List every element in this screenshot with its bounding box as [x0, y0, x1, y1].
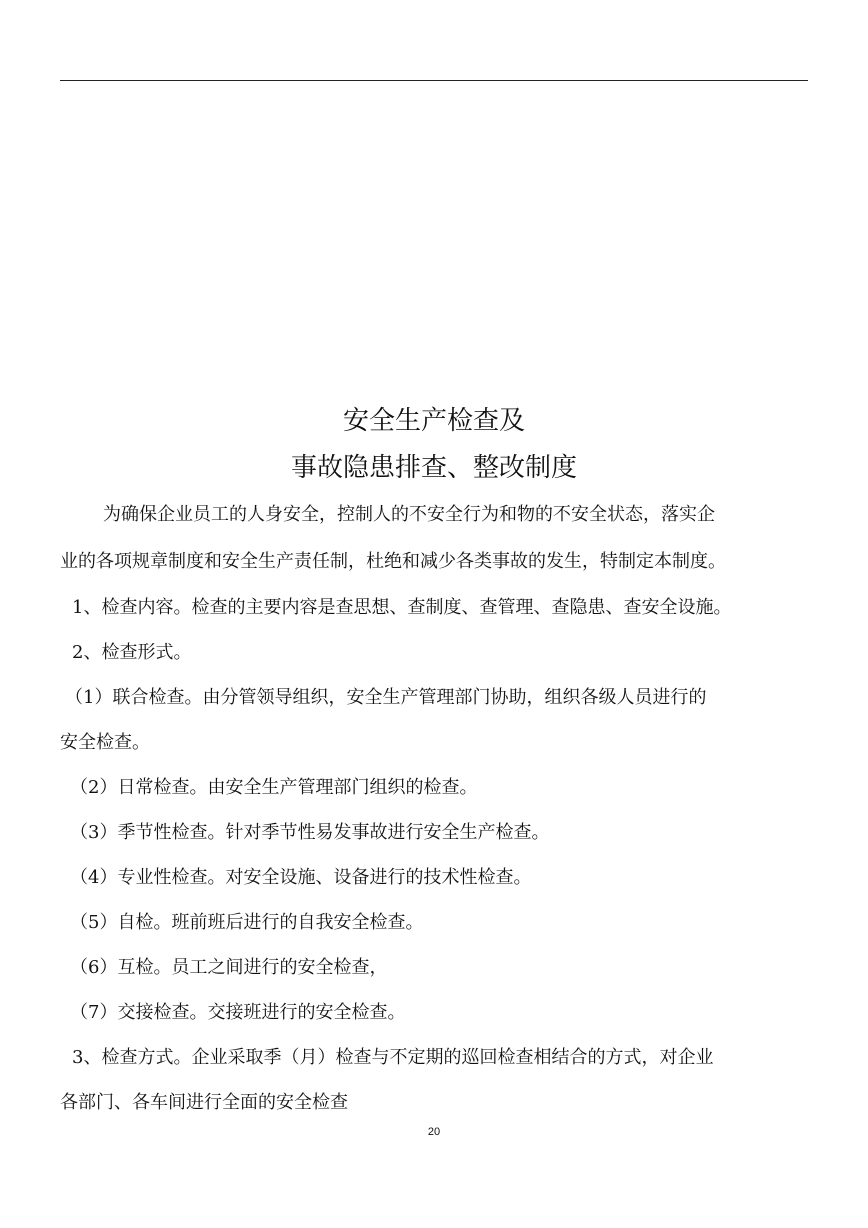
form-4-professional-inspection: （4）专业性检查。对安全设施、设备进行的技术性检查。 [70, 867, 532, 888]
form-1-joint-inspection-line-1: （1）联合检查。由分管领导组织，安全生产管理部门协助，组织各级人员进行的 [65, 687, 707, 708]
section-3-inspection-method-line-1: 3、检查方式。企业采取季（月）检查与不定期的巡回检查相结合的方式，对企业 [72, 1047, 714, 1068]
section-3-inspection-method-line-2: 各部门、各车间进行全面的安全检查 [60, 1092, 348, 1113]
form-2-daily-inspection: （2）日常检查。由安全生产管理部门组织的检查。 [70, 777, 478, 798]
form-1-joint-inspection-line-2: 安全检查。 [60, 732, 150, 753]
form-7-handover-inspection: （7）交接检查。交接班进行的安全检查。 [70, 1002, 406, 1023]
page-number: 20 [427, 1126, 441, 1138]
intro-paragraph-line-1: 为确保企业员工的人身安全，控制人的不安全行为和物的不安全状态，落实企 [103, 504, 715, 525]
document-title-line-1: 安全生产检查及 [342, 406, 525, 436]
form-6-mutual-inspection: （6）互检。员工之间进行的安全检查， [70, 957, 388, 978]
intro-paragraph-line-2: 业的各项规章制度和安全生产责任制，杜绝和减少各类事故的发生，特制定本制度。 [60, 551, 726, 572]
document-title-line-2: 事故隐患排查、整改制度 [290, 453, 577, 483]
section-2-inspection-forms: 2、检查形式。 [72, 642, 192, 663]
form-5-self-inspection: （5）自检。班前班后进行的自我安全检查。 [70, 912, 424, 933]
header-rule [60, 80, 808, 81]
form-3-seasonal-inspection: （3）季节性检查。针对季节性易发事故进行安全生产检查。 [70, 822, 550, 843]
section-1-inspection-content: 1、检查内容。检查的主要内容是查思想、查制度、查管理、查隐患、查安全设施。 [72, 597, 732, 618]
